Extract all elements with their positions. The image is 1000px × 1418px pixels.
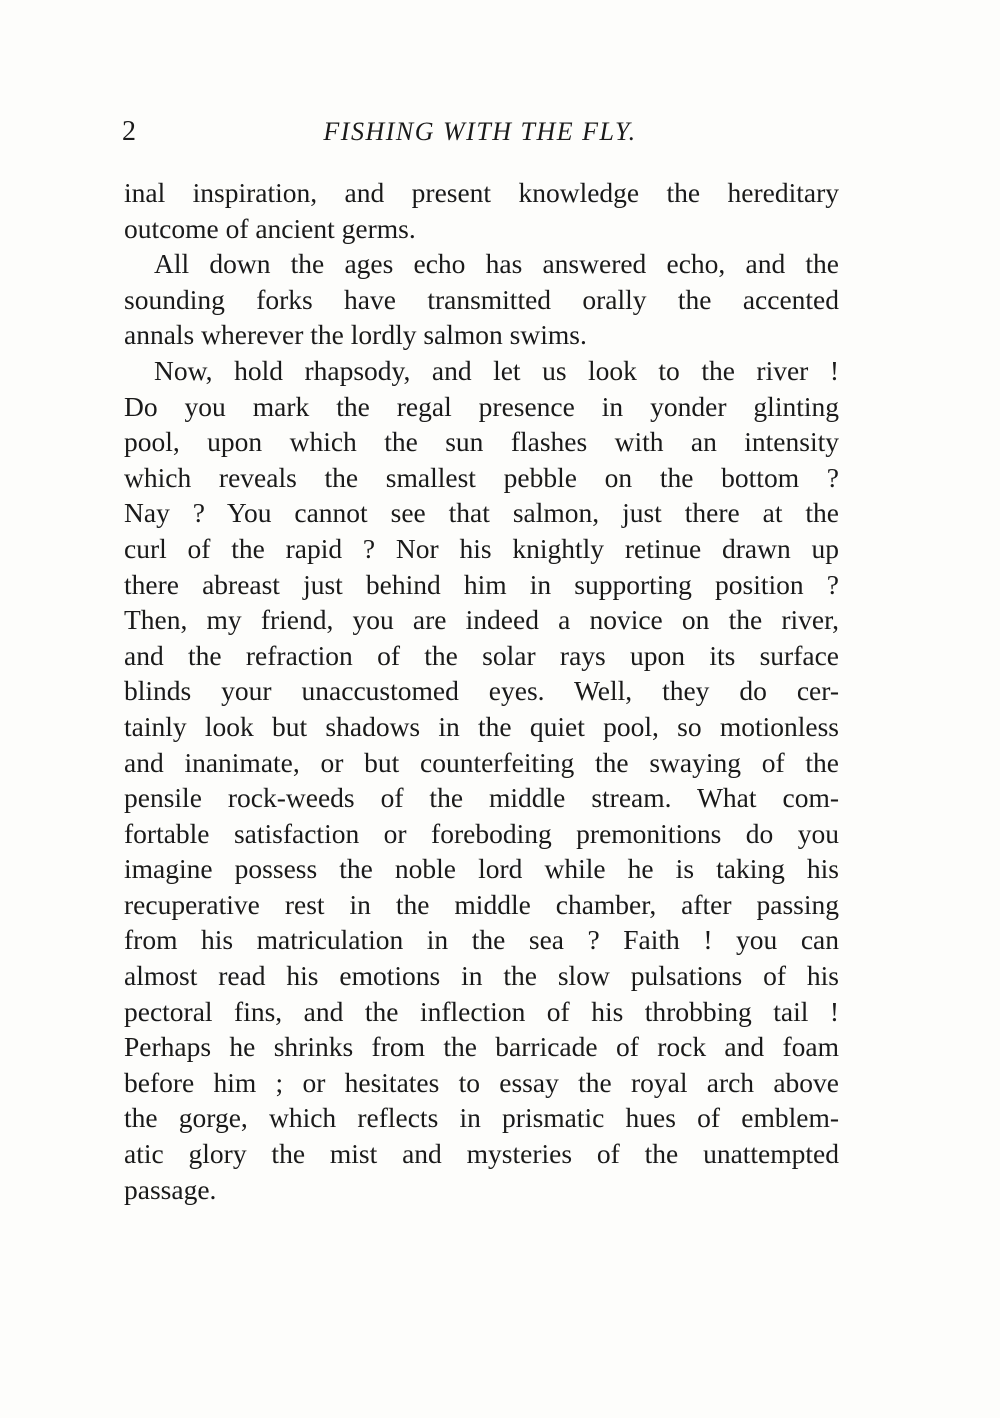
text-line: almost read his emotions in the slow pulsations of his bbox=[124, 960, 839, 992]
text-line: tainly look but shadows in the quiet pool, so motionless bbox=[124, 710, 839, 742]
paragraph bbox=[124, 175, 839, 246]
text-line: blinds your unaccustomed eyes. Well, they do cer- bbox=[124, 675, 839, 707]
text-line: Do you mark the regal presence in yonder glinting bbox=[124, 390, 839, 422]
text-line: All down the ages echo has answered echo, and the bbox=[154, 248, 839, 280]
text-line: and inanimate, or but counterfeiting the swaying of the bbox=[124, 746, 839, 778]
text-line: imagine possess the noble lord while he is taking his bbox=[124, 853, 839, 885]
paragraph bbox=[124, 246, 839, 353]
text-line: pensile rock-weeds of the middle stream. What com- bbox=[124, 782, 839, 814]
text-line: passage. bbox=[124, 1173, 217, 1205]
text-line: atic glory the mist and mysteries of the unattempted bbox=[124, 1138, 839, 1170]
text-line: which reveals the smallest pebble on the bottom ? bbox=[124, 461, 839, 493]
running-title: FISHING WITH THE FLY. bbox=[323, 117, 637, 146]
text-line: outcome of ancient germs. bbox=[124, 212, 416, 244]
text-line: and the refraction of the solar rays upon its surface bbox=[124, 639, 839, 671]
text-line: fortable satisfaction or foreboding premonitions do you bbox=[124, 817, 839, 849]
text-line: recuperative rest in the middle chamber, after passing bbox=[124, 888, 839, 920]
text-line: Nay ? You cannot see that salmon, just there at the bbox=[124, 497, 839, 529]
text-line: Perhaps he shrinks from the barricade of rock and foam bbox=[124, 1031, 839, 1063]
text-line: sounding forks have transmitted orally the accented bbox=[124, 283, 839, 315]
body-text bbox=[124, 175, 839, 1207]
text-line: before him ; or hesitates to essay the royal arch above bbox=[124, 1066, 839, 1098]
text-line: the gorge, which reflects in prismatic hues of emblem- bbox=[124, 1102, 839, 1134]
text-line: Now, hold rhapsody, and let us look to the river ! bbox=[154, 354, 839, 386]
page-number: 2 bbox=[122, 116, 136, 147]
paragraph bbox=[124, 353, 839, 1207]
text-line: pectoral fins, and the inflection of his throbbing tail ! bbox=[124, 995, 839, 1027]
running-head bbox=[122, 112, 838, 152]
text-line: Then, my friend, you are indeed a novice on the river, bbox=[124, 604, 839, 636]
text-line: pool, upon which the sun flashes with an intensity bbox=[124, 426, 839, 458]
text-line: inal inspiration, and present knowledge the hereditary bbox=[124, 177, 839, 208]
text-line: annals wherever the lordly salmon swims. bbox=[124, 319, 587, 351]
text-line: curl of the rapid ? Nor his knightly retinue drawn up bbox=[124, 532, 839, 564]
text-line: there abreast just behind him in supporting position ? bbox=[124, 568, 839, 600]
text-line: from his matriculation in the sea ? Faith ! you can bbox=[124, 924, 839, 956]
